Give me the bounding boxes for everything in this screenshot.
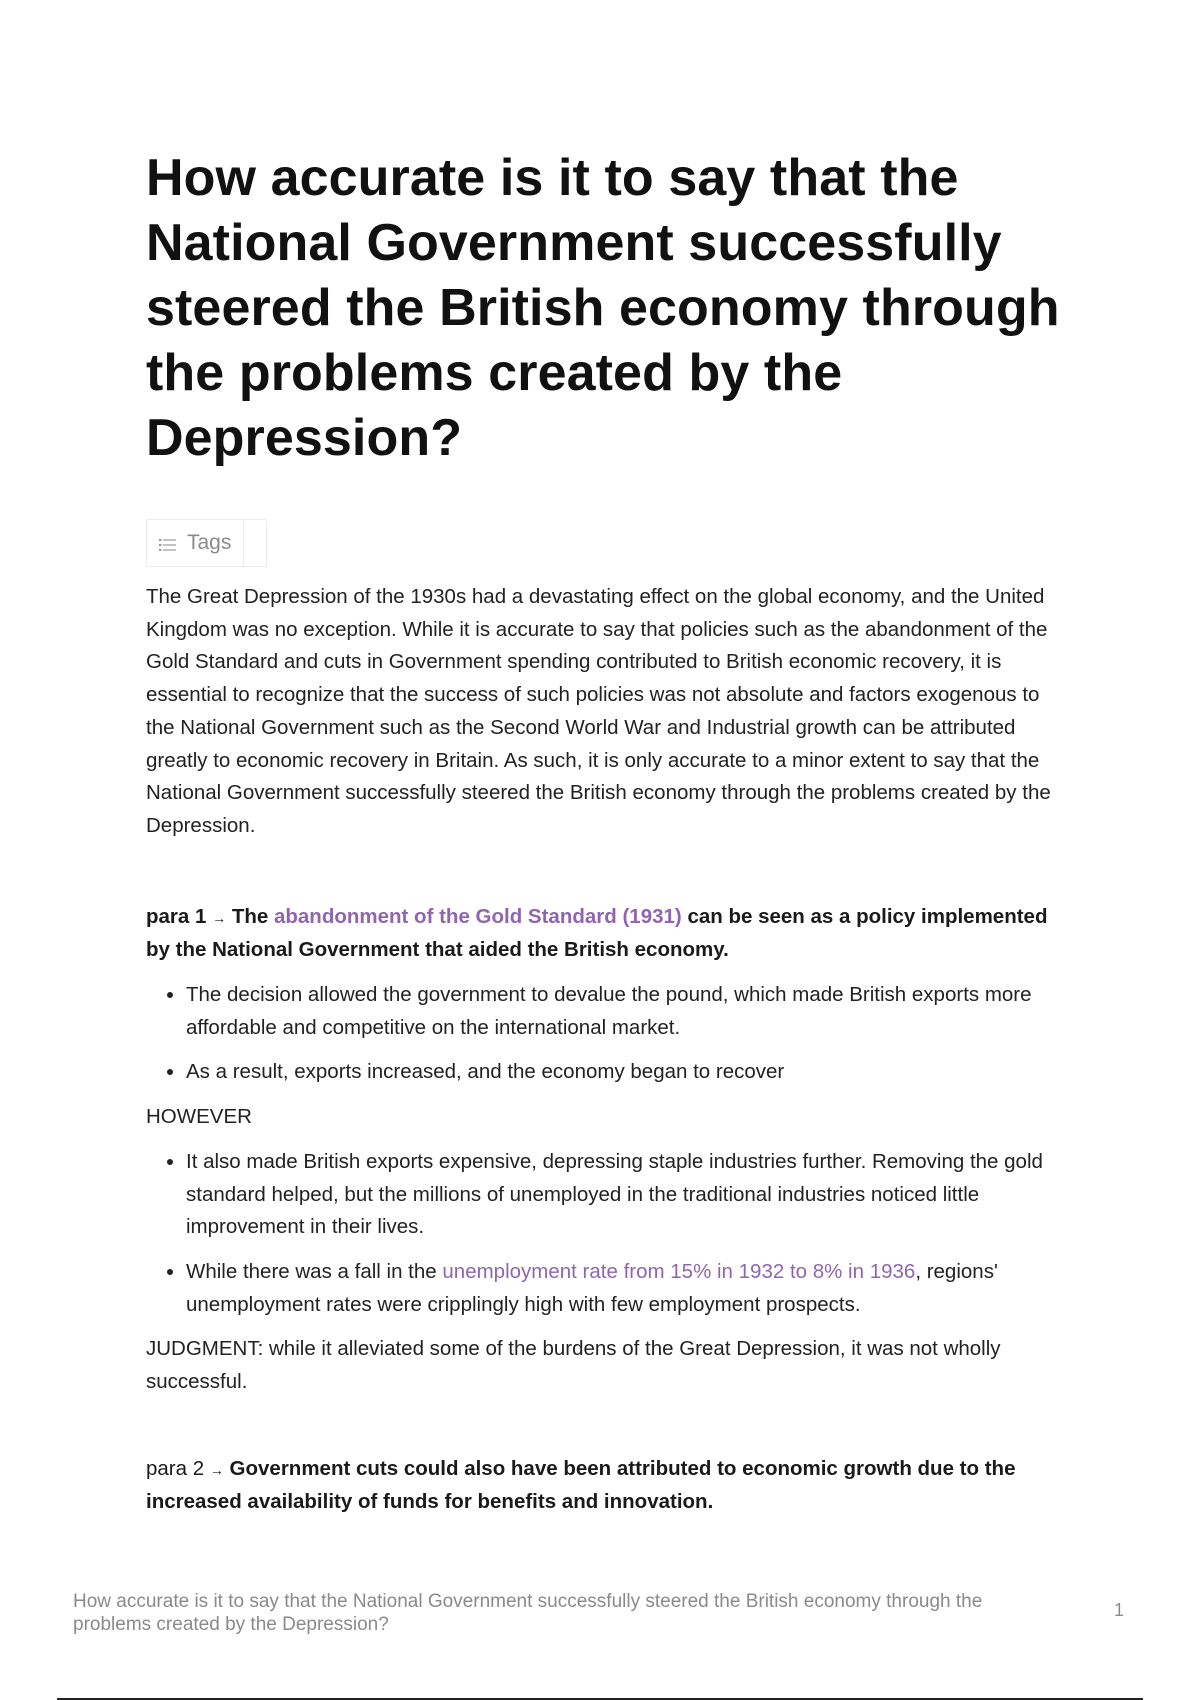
arrow-icon: → — [212, 909, 227, 926]
list-icon — [159, 535, 177, 551]
para-1-prefix: para 1 — [146, 904, 207, 928]
bullet-text-pre: While there was a fall in the — [186, 1259, 437, 1283]
however-bullets — [146, 1146, 1066, 1322]
list-item: • As a result, exports increased, and the economy began to recover — [186, 1056, 1066, 1089]
page-number: 1 — [1114, 1600, 1125, 1620]
para-1-heading — [146, 901, 1066, 967]
unemployment-rate-link[interactable]: unemployment rate from 15% in 1932 to 8% in 1936 — [442, 1259, 916, 1283]
tags-property[interactable] — [146, 519, 267, 567]
para-1-rest: can be seen as a policy implemented by the National Government that aided the British economy. — [146, 904, 1048, 962]
gold-standard-link[interactable]: abandonment of the Gold Standard (1931) — [273, 904, 682, 928]
para-2-heading — [146, 1453, 1066, 1519]
page-footer: How accurate is it to say that the National Government successfully steered the British economy through the problems created by the Depression? — [73, 1591, 983, 1635]
list-item — [186, 1256, 1066, 1321]
para-1-lead: The — [231, 904, 269, 928]
para-2-text: Government cuts could also have been attributed to economic growth due to the increased availability of funds for benefits and innovation. — [146, 1456, 1016, 1514]
tags-value-empty[interactable] — [244, 520, 266, 566]
page-title: How accurate is it to say that the National Government successfully steered the British economy through the problems created by the Depression? — [146, 149, 1060, 467]
list-item: • It also made British exports expensive, depressing staple industries further. Removing the gold standard helped, but the millions of unemployed in the traditional industries noticed little improvement in their lives. — [186, 1146, 1066, 1244]
arrow-icon: → — [209, 1461, 224, 1478]
document-page — [146, 146, 1066, 1519]
list-item: • The decision allowed the government to devalue the pound, which made British exports more affordable and competitive on the international market. — [186, 979, 1066, 1044]
tags-label: Tags — [187, 520, 244, 566]
para-2-prefix: para 2 — [146, 1456, 205, 1480]
bullet-text-post: , regions' unemployment rates were cripplingly high with few employment prospects. — [186, 1259, 998, 1316]
judgment-paragraph: JUDGMENT: while it alleviated some of the burdens of the Great Depression, it was not wholly successful. — [146, 1337, 1001, 1394]
intro-paragraph: The Great Depression of the 1930s had a devastating effect on the global economy, and the United Kingdom was no exception. While it is accurate to say that policies such as the abandonment of the Gold Standard and cuts in Government spending contributed to British economic recovery, it is essential to recognize that the success of such policies was not absolute and factors exogenous to the National Government such as the Second World War and Industrial growth can be attributed greatly to economic recovery in Britain. As such, it is only accurate to a minor extent to say that the National Government successfully steered the British economy through the problems created by the Depression. — [146, 585, 1051, 837]
para-1-bullets — [146, 979, 1066, 1089]
however-label: HOWEVER — [146, 1105, 252, 1129]
